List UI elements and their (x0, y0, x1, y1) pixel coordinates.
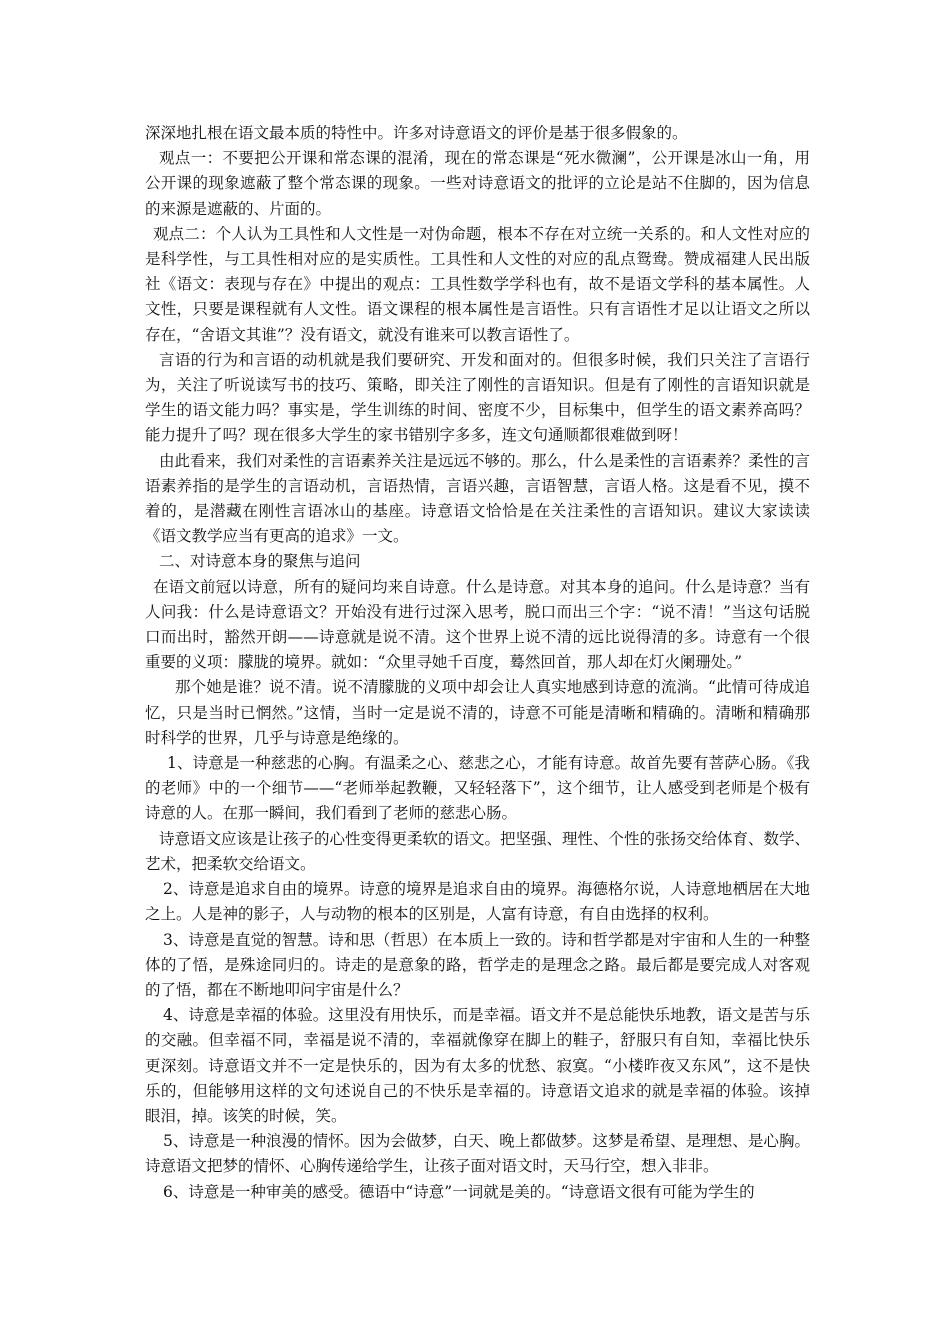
section-heading-poetic-focus: 二、对诗意本身的聚焦与追问 (159, 552, 361, 571)
paragraph-speech-behavior: 言语的行为和言语的动机就是我们要研究、开发和面对的。但很多时候，我们只关注了言语行为，关注了听说读写书的技巧、策略，即关注了刚性的言语知识。但是有了刚性的言语知识就是学生的语文能力吗？事实是，学生训练的时间、密度不少，目标集中，但学生的语文素养高吗？能力提升了吗？现在很多大学生的家书错别字多多，连文句通顺都很难做到呀！ (145, 350, 810, 445)
paragraph-intro-end: 深深地扎根在语文最本质的特性中。许多对诗意语文的评价是基于很多假象的。 (145, 124, 688, 142)
paragraph-viewpoint-two: 观点二：个人认为工具性和人文性是一对伪命题，根本不存在对立统一关系的。和人文性对应的是科学性，与工具性相对应的是实质性。工具性和人文性的对应的乱点鸳鸯。赞成福建人民出版社《语文：表现与存在》中提出的观点：工具性数学学科也有，故不是语文学科的基本属性。人文性，只要是课程就有人文性。语文课程的根本属性是言语性。只有言语性才足以让语文之所以存在，“舍语文其谁”？没有语文，就没有谁来可以教言语性了。 (145, 224, 810, 344)
paragraph-point-6: 6、诗意是一种审美的感受。德语中“诗意”一词就是美的。“诗意语文很有可能为学生的 (163, 1182, 755, 1201)
paragraph-soft-literacy: 由此看来，我们对柔性的言语素养关注是远远不够的。那么，什么是柔性的言语素养？柔性的言语素养指的是学生的言语动机，言语热情，言语兴趣，言语智慧，言语人格。这是看不见，摸不着的，是潜藏在刚性言语冰山的基座。诗意语文恰恰是在关注柔性的言语知识。建议大家读读《语文教学应当有更高的追求》一文。 (145, 451, 811, 546)
paragraph-point-3: 3、诗意是直觉的智慧。诗和思（哲思）在本质上一致的。诗和哲学都是对宇宙和人生的一种整体的了悟，是殊途同归的。诗走的是意象的路，哲学走的是理念之路。最后都是要完成人对客观的了悟，都在不断地叩问宇宙是什么？ (145, 930, 810, 999)
paragraph-viewpoint-one: 观点一：不要把公开课和常态课的混淆，现在的常态课是“死水微澜”，公开课是冰山一角，用公开课的现象遮蔽了整个常态课的现象。一些对诗意语文的批评的立论是站不住脚的，因为信息的来源是遮蔽的、片面的。 (145, 149, 810, 218)
paragraph-what-is-poetic: 在语文前冠以诗意，所有的疑问均来自诗意。什么是诗意。对其本身的追问。什么是诗意？当有人问我：什么是诗意语文？开始没有进行过深入思考，脱口而出三个字：“说不清！”当这句话脱口而出时，豁然开朗——诗意就是说不清。这个世界上说不清的远比说得清的多。诗意有一个很重要的义项：朦胧的境界。就如：“众里寻她千百度，蓦然回首，那人却在灯火阑珊处。” (145, 577, 810, 672)
paragraph-point-2: 2、诗意是追求自由的境界。诗意的境界是追求自由的境界。海德格尔说，人诗意地栖居在大地之上。人是神的影子，人与动物的根本的区别是，人富有诗意，有自由选择的权利。 (145, 880, 810, 924)
paragraph-who-is-she: 那个她是谁？说不清。说不清朦胧的义项中却会让人真实地感到诗意的流淌。“此情可待成追忆，只是当时已惘然。”这情，当时一定是说不清的，诗意不可能是清晰和精确的。清晰和精确那时科学的世界，几乎与诗意是绝缘的。 (145, 678, 810, 747)
document-body (145, 121, 810, 1205)
paragraph-point-1: 1、诗意是一种慈悲的心胸。有温柔之心、慈悲之心，才能有诗意。故首先要有菩萨心肠。《我的老师》中的一个细节——“老师举起教鞭，又轻轻落下”，这个细节，让人感受到老师是个极有诗意的人。在那一瞬间，我们看到了老师的慈悲心肠。 (145, 754, 810, 823)
paragraph-soft-language: 诗意语文应该是让孩子的心性变得更柔软的语文。把坚强、理性、个性的张扬交给体育、数学、艺术，把柔软交给语文。 (145, 829, 811, 873)
paragraph-point-4: 4、诗意是幸福的体验。这里没有用快乐，而是幸福。语文并不是总能快乐地教，语文是苦与乐的交融。但幸福不同，幸福是说不清的，幸福就像穿在脚上的鞋子，舒服只有自知，幸福比快乐更深刻。诗意语文并不一定是快乐的，因为有太多的忧愁、寂寞。“小楼昨夜又东风”，这不是快乐的，但能够用这样的文句述说自己的不快乐是幸福的。诗意语文追求的就是幸福的体验。该掉眼泪，掉。该笑的时候，笑。 (145, 1006, 810, 1125)
paragraph-point-5: 5、诗意是一种浪漫的情怀。因为会做梦，白天、晚上都做梦。这梦是希望、是理想、是心胸。诗意语文把梦的情怀、心胸传递给学生，让孩子面对语文时，天马行空，想入非非。 (145, 1132, 810, 1176)
